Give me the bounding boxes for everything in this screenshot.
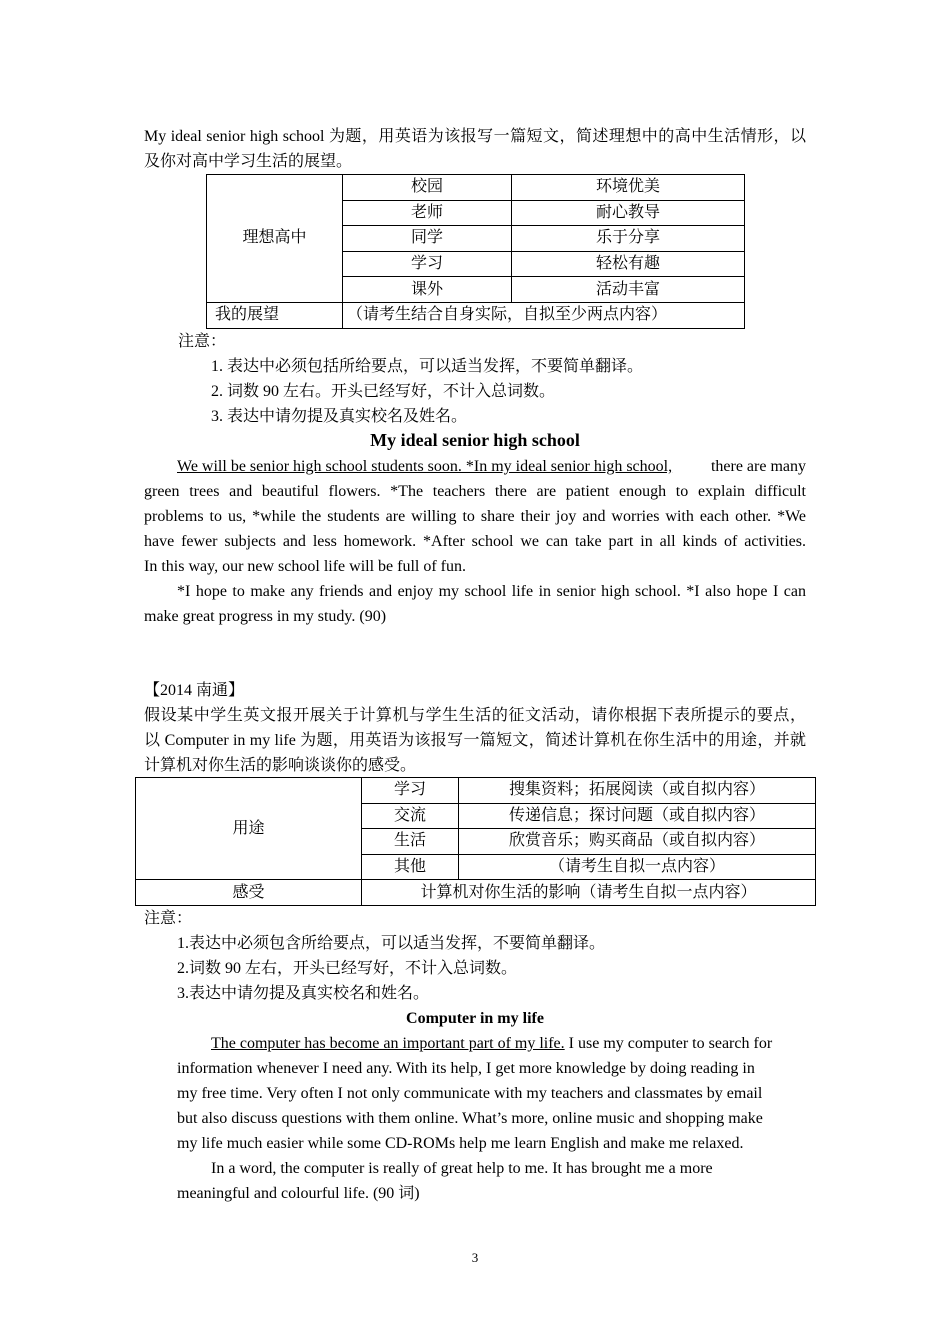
- essay-line: but also discuss questions with them online. What’s more, online music and shopping make: [177, 1110, 763, 1127]
- table-cell: 环境优美: [512, 175, 745, 201]
- essay-line: my free time. Very often I not only communicate with my teachers and classmates by email: [177, 1085, 763, 1102]
- essay-line: make great progress in my study. (90): [144, 608, 387, 625]
- intro-line: My ideal senior high school 为题，用英语为该报写一篇短文，简述理想中的高中生活情形，以: [144, 128, 806, 145]
- essay-line: [211, 1031, 772, 1056]
- table-cell: （请考生自拟一点内容）: [459, 854, 816, 880]
- essay-line: information whenever I need any. With its help, I get more knowledge by doing reading in: [177, 1060, 755, 1077]
- table-cell: 其他: [362, 854, 459, 880]
- essay-line: In a word, the computer is really of great help to me. It has brought me a more: [211, 1160, 713, 1177]
- essay-opening: The computer has become an important part of my life.: [211, 1035, 565, 1052]
- essay-opening: We will be senior high school students soon. *In my ideal senior high school,: [177, 458, 673, 475]
- essay-line: [177, 454, 806, 479]
- outline-table-2: [135, 777, 816, 906]
- essay-line: problems to us, *while the students are willing to share their joy and worries with each other. *We: [144, 508, 806, 525]
- table-cell: 学习: [362, 778, 459, 804]
- essay-title: My ideal senior high school: [370, 430, 580, 450]
- table-cell: 欣赏音乐；购买商品（或自拟内容）: [459, 829, 816, 855]
- essay-line: my life much easier while some CD-ROMs help me learn English and make me relaxed.: [177, 1135, 744, 1152]
- essay-text: I use my computer to search for: [564, 1035, 773, 1052]
- essay-title: Computer in my life: [406, 1010, 544, 1027]
- table-cell: 校园: [343, 175, 512, 201]
- outline-table-1: [206, 174, 745, 329]
- table-cell: 课外: [343, 277, 512, 303]
- intro-line: 以 Computer in my life 为题，用英语为该报写一篇短文，简述计算机在你生活中的用途，并就: [144, 732, 806, 749]
- page-number: 3: [471, 1250, 479, 1265]
- table-cell: 搜集资料；拓展阅读（或自拟内容）: [459, 778, 816, 804]
- essay-line: In this way, our new school life will be full of fun.: [144, 558, 467, 575]
- table-cell: 学习: [343, 251, 512, 277]
- note-item: 3. 表达中请勿提及真实校名及姓名。: [211, 408, 468, 425]
- table-cell: 耐心教导: [512, 200, 745, 226]
- table-cell: 用途: [136, 778, 362, 880]
- intro-line: 及你对高中学习生活的展望。: [144, 153, 353, 170]
- note-item: 1. 表达中必须包括所给要点，可以适当发挥，不要简单翻译。: [211, 358, 644, 375]
- table-cell: 同学: [343, 226, 512, 252]
- note-item: 1.表达中必须包含所给要点，可以适当发挥，不要简单翻译。: [177, 935, 606, 952]
- essay-line: meaningful and colourful life. (90 词): [177, 1185, 420, 1202]
- section-heading: 【2014 南通】: [144, 682, 245, 699]
- table-cell: 感受: [136, 880, 362, 906]
- table-cell: 老师: [343, 200, 512, 226]
- table-cell: 乐于分享: [512, 226, 745, 252]
- table-cell: 活动丰富: [512, 277, 745, 303]
- note-item: 3.表达中请勿提及真实校名和姓名。: [177, 985, 430, 1002]
- intro-line: 计算机对你生活的影响谈谈你的感受。: [144, 757, 417, 774]
- table-cell: 生活: [362, 829, 459, 855]
- note-item: 2.词数 90 左右，开头已经写好，不计入总词数。: [177, 960, 518, 977]
- table-cell: （请考生结合自身实际，自拟至少两点内容）: [343, 302, 745, 328]
- intro-line: 假设某中学生英文报开展关于计算机与学生生活的征文活动，请你根据下表所提示的要点，: [144, 707, 806, 724]
- essay-line: green trees and beautiful flowers. *The teachers there are patient enough to explain difficult: [144, 483, 806, 500]
- note-label: 注意：: [144, 910, 193, 927]
- table-cell: 交流: [362, 803, 459, 829]
- essay-line: *I hope to make any friends and enjoy my school life in senior high school. *I also hope I can: [177, 583, 806, 600]
- note-label: 注意：: [178, 333, 227, 350]
- essay-text: there are many: [710, 458, 806, 475]
- note-item: 2. 词数 90 左右。开头已经写好，不计入总词数。: [211, 383, 556, 400]
- table-cell: 轻松有趣: [512, 251, 745, 277]
- essay-line: have fewer subjects and less homework. *After school we can take part in all kinds of activities.: [144, 533, 806, 550]
- table-cell: 传递信息；探讨问题（或自拟内容）: [459, 803, 816, 829]
- table-cell: 理想高中: [207, 175, 343, 303]
- table-cell: 计算机对你生活的影响（请考生自拟一点内容）: [362, 880, 816, 906]
- table-cell: 我的展望: [207, 302, 343, 328]
